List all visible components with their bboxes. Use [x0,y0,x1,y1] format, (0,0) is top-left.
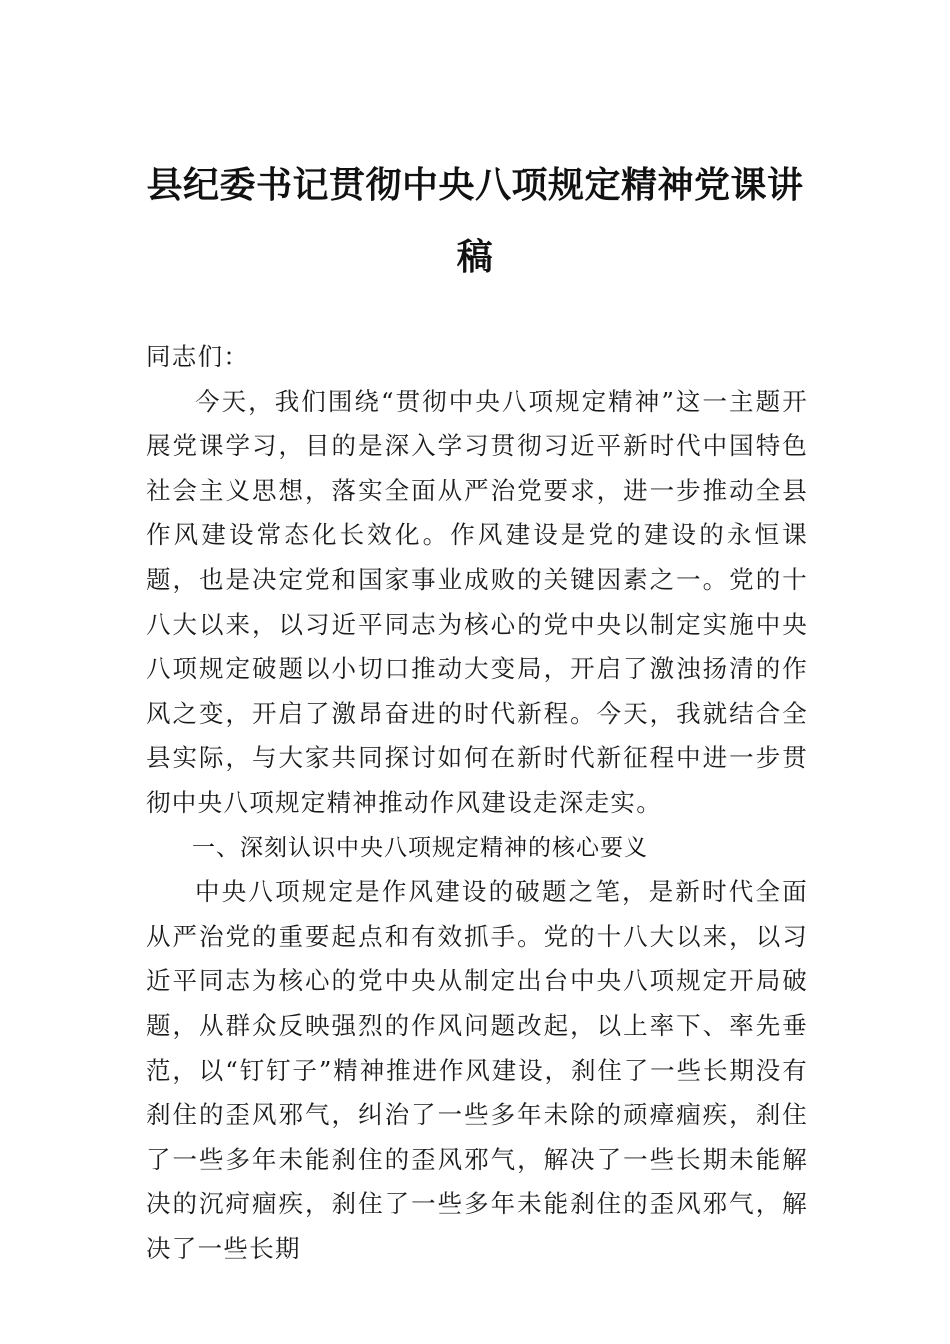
salutation: 同志们： [146,342,250,371]
section-paragraph: 中央八项规定是作风建设的破题之笔，是新时代全面从严治党的重要起点和有效抓手。党的十八大以来，以习近平同志为核心的党中央从制定出台中央八项规定开局破题，从群众反映强烈的作风问题改起，以上率下、率先垂范，以“钉钉子”精神推进作风建设，刹住了一些长期没有刹住的歪风邪气，纠治了一些多年未除的顽瘴痼疾，刹住了一些多年未能刹住的歪风邪气，解决了一些长期未能解决的沉疴痼疾，刹住了一些多年未能刹住的歪风邪气，解决了一些长期 [146,877,808,1263]
document-body [146,335,808,1271]
intro-paragraph: 今天，我们围绕“贯彻中央八项规定精神”这一主题开展党课学习，目的是深入学习贯彻习近平新时代中国特色社会主义思想，落实全面从严治党要求，进一步推动全县作风建设常态化长效化。作风建设是党的建设的永恒课题，也是决定党和国家事业成败的关键因素之一。党的十八大以来，以习近平同志为核心的党中央以制定实施中央八项规定破题以小切口推动大变局，开启了激浊扬清的作风之变，开启了激昂奋进的时代新程。今天，我就结合全县实际，与大家共同探讨如何在新时代新征程中进一步贯彻中央八项规定精神推动作风建设走深走实。 [146,386,808,817]
section-heading: 一、深刻认识中央八项规定精神的核心要义 [192,834,648,861]
document-title: 县纪委书记贯彻中央八项规定精神党课讲稿 [146,165,804,278]
